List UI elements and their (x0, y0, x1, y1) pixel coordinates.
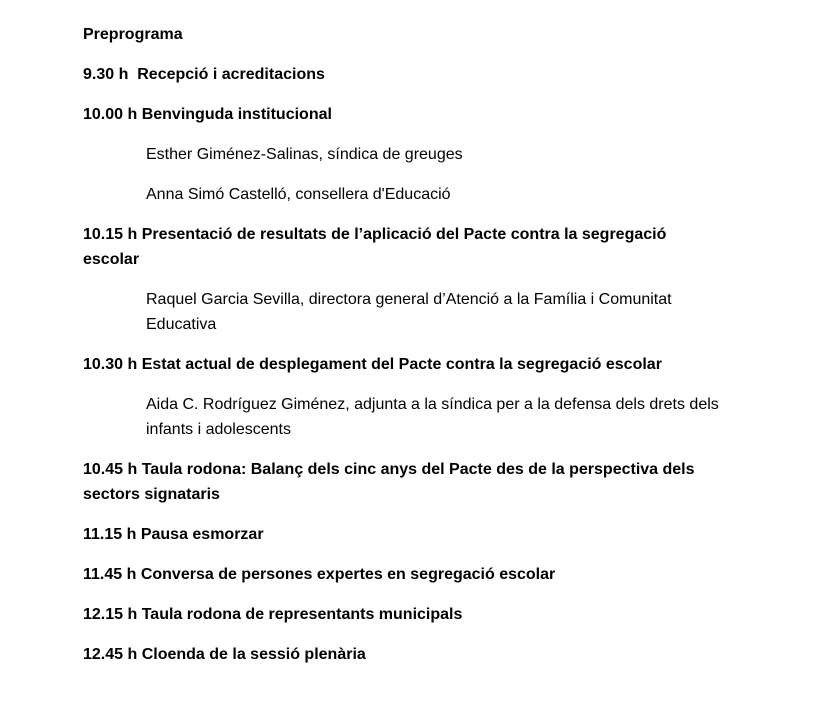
speaker-aida-rodriguez-gimenez: Aida C. Rodríguez Giménez, adjunta a la síndica per a la defensa dels drets dels infants i adolescents (146, 396, 724, 438)
speaker-raquel-garcia-sevilla: Raquel Garcia Sevilla, directora general d’Atenció a la Família i Comunitat Educativa (146, 291, 677, 333)
preprogram-title: Preprograma (83, 26, 183, 43)
agenda-item-break: 11.15 h Pausa esmorzar (83, 526, 264, 543)
agenda-item-experts-conversation: 11.45 h Conversa de persones expertes en segregació escolar (83, 566, 556, 583)
agenda-item-results-presentation: 10.15 h Presentació de resultats de l’aplicació del Pacte contra la segregació escolar (83, 226, 671, 268)
speaker-anna-simo-castello: Anna Simó Castelló, consellera d'Educació (146, 186, 451, 203)
agenda-item-deployment-status: 10.30 h Estat actual de desplegament del Pacte contra la segregació escolar (83, 356, 662, 373)
speaker-esther-gimenez-salinas: Esther Giménez-Salinas, síndica de greuges (146, 146, 463, 163)
agenda-item-welcome: 10.00 h Benvinguda institucional (83, 106, 332, 123)
agenda-item-closing: 12.45 h Cloenda de la sessió plenària (83, 646, 366, 663)
agenda-item-reception: 9.30 h Recepció i acreditacions (83, 66, 325, 83)
agenda-item-municipal-roundtable: 12.15 h Taula rodona de representants municipals (83, 606, 463, 623)
agenda-item-roundtable-signatories: 10.45 h Taula rodona: Balanç dels cinc anys del Pacte des de la perspectiva dels sectors signataris (83, 461, 699, 503)
